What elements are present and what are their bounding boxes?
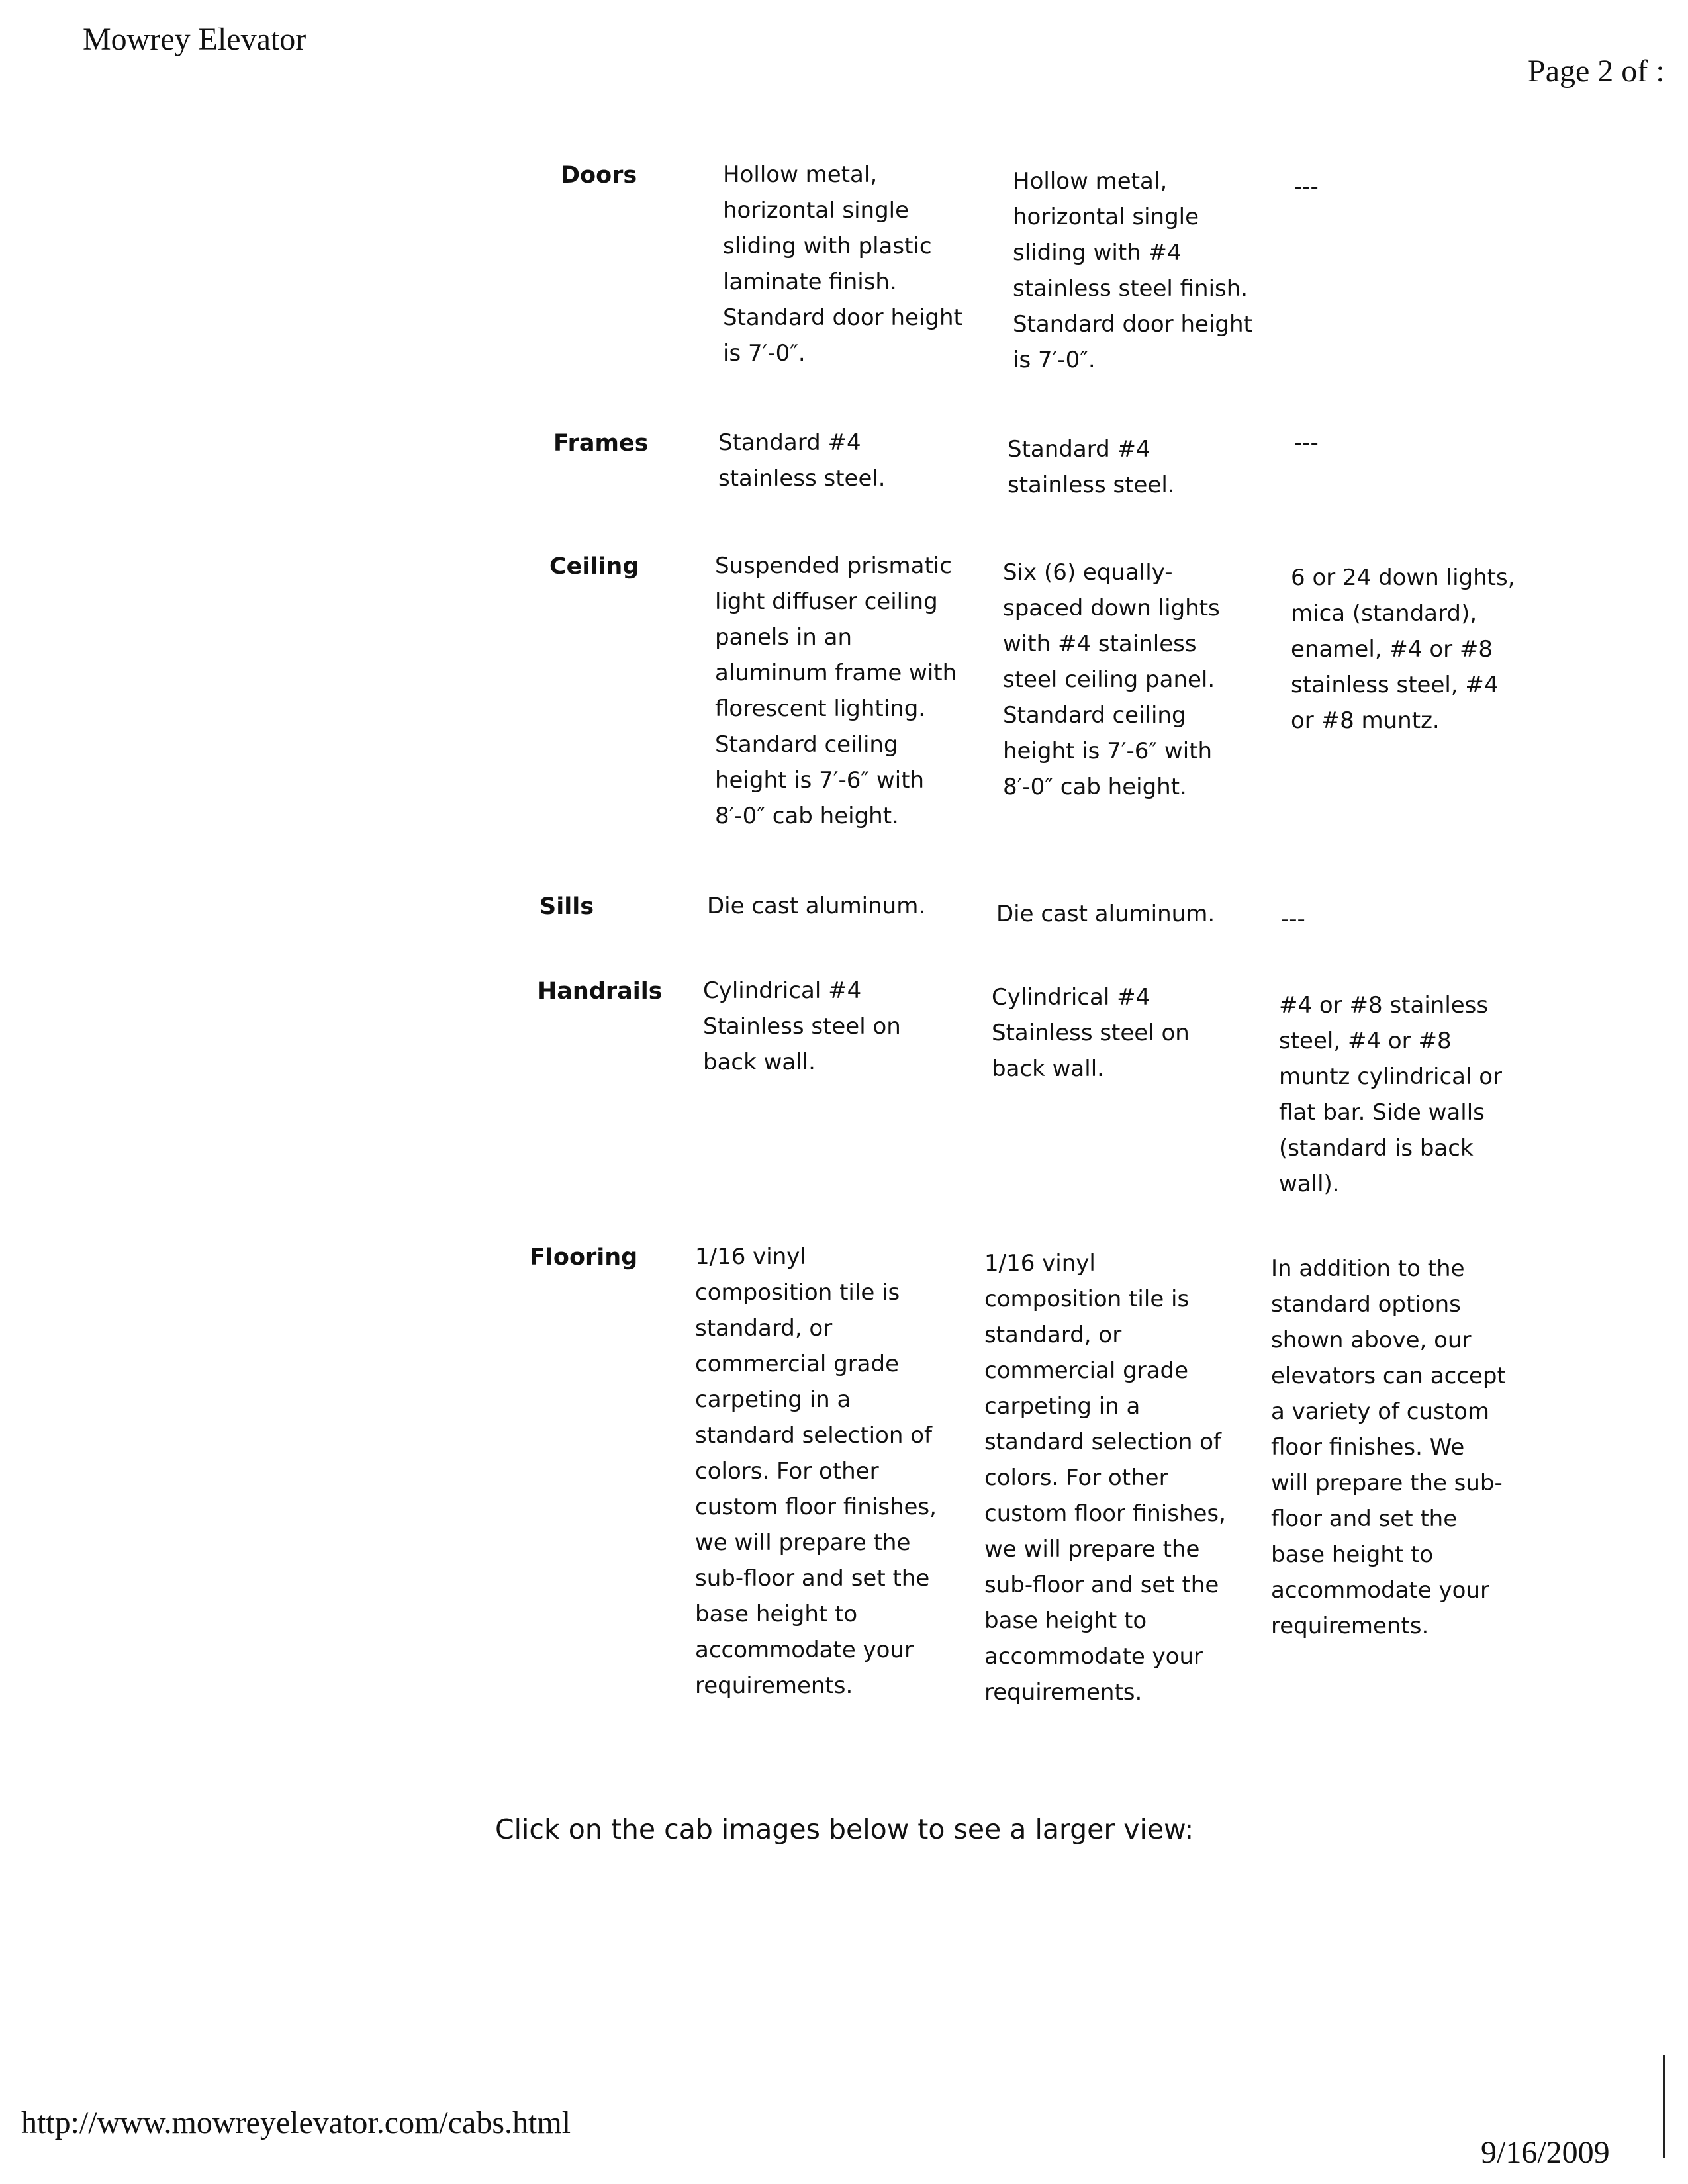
row-label: Sills bbox=[539, 893, 594, 920]
spec-cell-col2: Die cast aluminum. bbox=[996, 901, 1215, 927]
spec-cell-col3: In addition to the standard options shown above, our elevators can accept a variety of custom floor finishes. We will prepare the sub- floor and set the base height to accommodate your requirements. bbox=[1271, 1255, 1506, 1639]
spec-cell-col1: Hollow metal, horizontal single sliding with plastic laminate finish. Standard door height is 7′-0″. bbox=[723, 161, 962, 367]
site-title: Mowrey Elevator bbox=[83, 22, 306, 57]
row-label: Doors bbox=[561, 162, 637, 189]
click-prompt: Click on the cab images below to see a larger view: bbox=[495, 1813, 1194, 1845]
spec-cell-col2: Cylindrical #4 Stainless steel on back wall. bbox=[992, 984, 1190, 1082]
spec-cell-col3: --- bbox=[1294, 430, 1319, 456]
spec-cell-col3: --- bbox=[1294, 173, 1319, 200]
spec-cell-col1: Die cast aluminum. bbox=[707, 893, 926, 919]
spec-cell-col2: Hollow metal, horizontal single sliding with #4 stainless steel finish. Standard door height is 7′-0″. bbox=[1013, 168, 1252, 373]
footer-url[interactable]: http://www.mowreyelevator.com/cabs.html bbox=[21, 2105, 571, 2140]
spec-cell-col1: Standard #4 stainless steel. bbox=[718, 430, 886, 492]
row-label: Ceiling bbox=[549, 553, 639, 580]
spec-cell-col3: #4 or #8 stainless steel, #4 or #8 muntz cylindrical or flat bar. Side walls (standard is back wall). bbox=[1279, 992, 1503, 1197]
row-label: Handrails bbox=[538, 978, 663, 1005]
spec-cell-col3: 6 or 24 down lights, mica (standard), enamel, #4 or #8 stainless steel, #4 or #8 muntz. bbox=[1291, 565, 1515, 734]
spec-cell-col3: --- bbox=[1281, 906, 1305, 933]
footer-date: 9/16/2009 bbox=[1481, 2135, 1610, 2170]
spec-cell-col2: Standard #4 stainless steel. bbox=[1008, 436, 1175, 498]
spec-cell-col1: Cylindrical #4 Stainless steel on back wall. bbox=[703, 978, 901, 1075]
spec-cell-col2: Six (6) equally- spaced down lights with #4 stainless steel ceiling panel. Standard ceiling height is 7′-6″ with 8′-0″ cab height. bbox=[1003, 559, 1220, 800]
scan-edge-line bbox=[1663, 2055, 1665, 2158]
spec-cell-col1: Suspended prismatic light diffuser ceiling panels in an aluminum frame with florescent lighting. Standard ceiling height is 7′-6″ with 8′-0″ cab height. bbox=[715, 553, 957, 829]
spec-cell-col1: 1/16 vinyl composition tile is standard, or commercial grade carpeting in a standard selection of colors. For other custom floor finishes, we will prepare the sub-floor and set the base height to accommodate your requirements. bbox=[695, 1244, 937, 1699]
page-number: Page 2 of : bbox=[1528, 54, 1665, 89]
row-label: Frames bbox=[553, 430, 649, 457]
row-label: Flooring bbox=[530, 1244, 638, 1271]
spec-cell-col2: 1/16 vinyl composition tile is standard, or commercial grade carpeting in a standard selection of colors. For other custom floor finishes, we will prepare the sub-floor and set the base height to accommodate your requirements. bbox=[984, 1250, 1226, 1706]
